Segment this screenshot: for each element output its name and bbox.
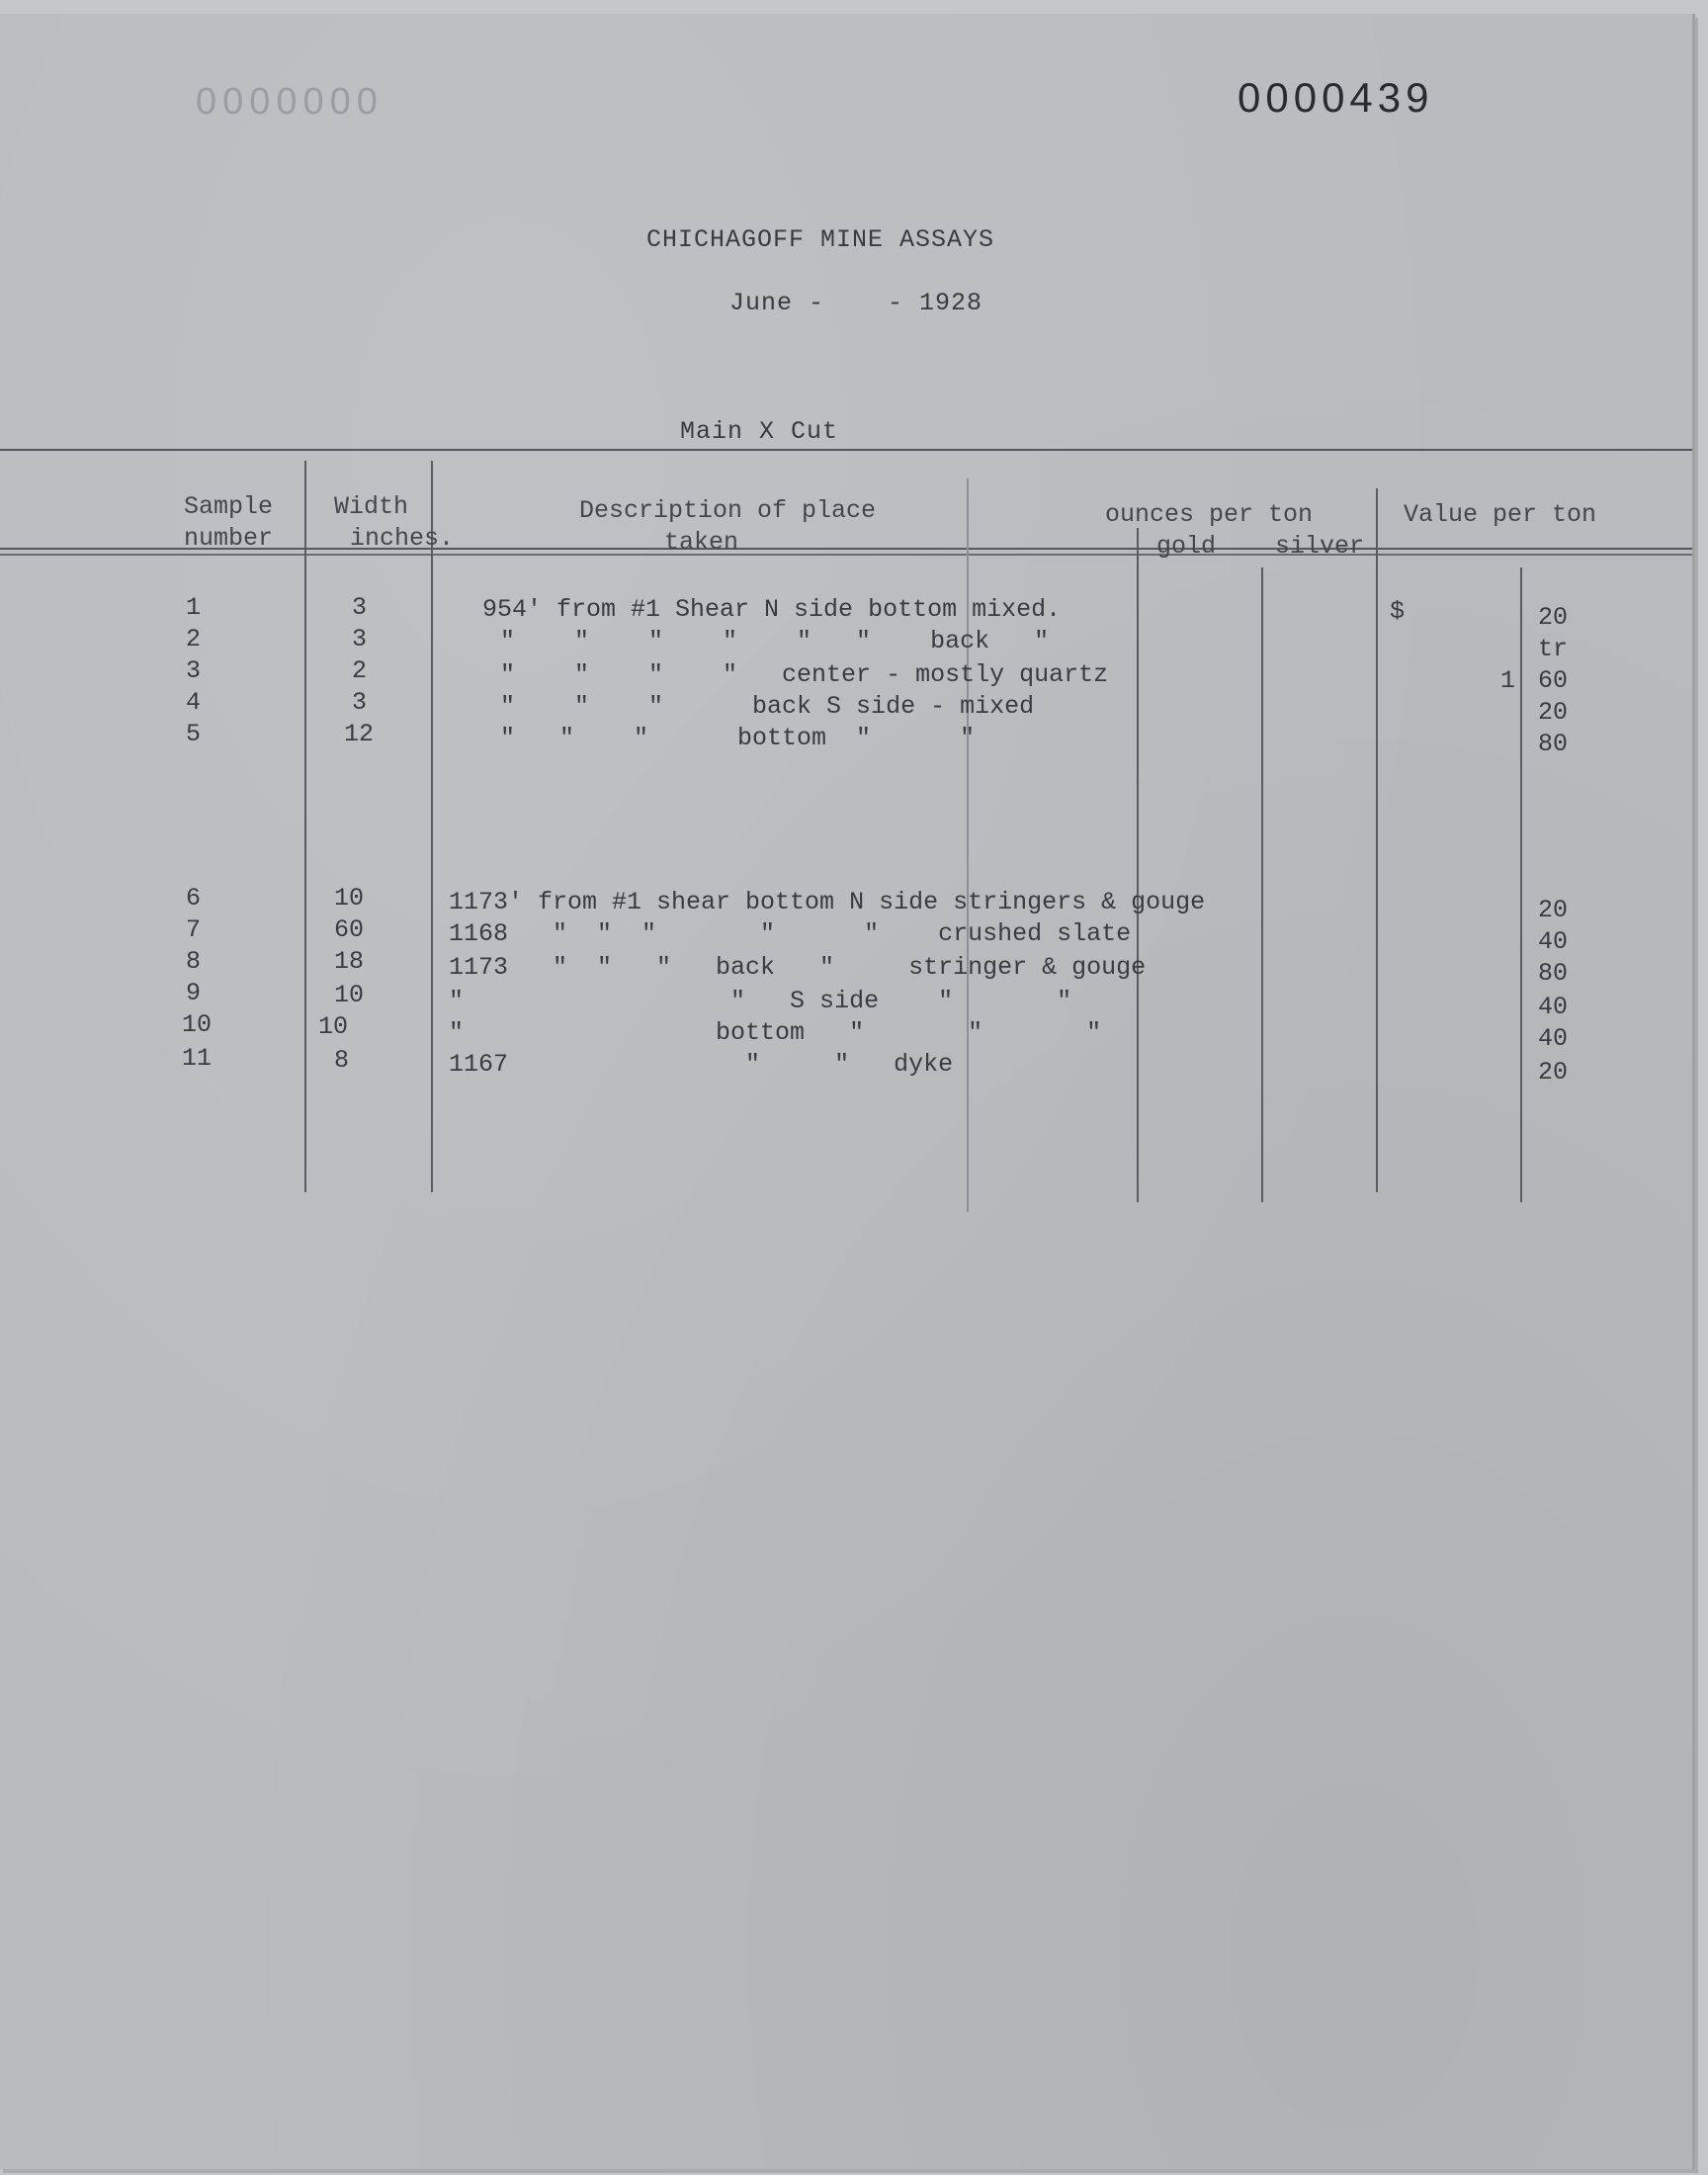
sample-number: 4: [186, 688, 202, 717]
width-inches: 2: [352, 656, 368, 685]
value-cents: 60: [1538, 666, 1569, 695]
document-date: June - - 1928: [729, 289, 983, 317]
value-cents: 40: [1538, 927, 1569, 956]
sample-number: 7: [186, 915, 202, 944]
sample-number: 6: [186, 884, 202, 913]
description: 1168 " " " " " crushed slate: [449, 919, 1132, 948]
sample-number: 3: [186, 656, 202, 685]
value-cents: 20: [1538, 603, 1569, 632]
width-inches: 3: [352, 688, 368, 717]
sample-number: 9: [186, 979, 202, 1007]
width-inches: 12: [344, 720, 375, 748]
sample-number: 10: [182, 1010, 213, 1039]
page-title: CHICHAGOFF MINE ASSAYS: [646, 225, 995, 254]
sample-number: 1: [186, 593, 202, 622]
header-sample-line1: Sample: [184, 492, 274, 521]
column-divider-sample: [304, 461, 306, 1192]
description: " " " bottom " ": [500, 724, 976, 752]
dollar-sign: $: [1390, 597, 1406, 626]
description: " " S side " ": [449, 987, 1072, 1015]
value-cents: 20: [1538, 1058, 1569, 1087]
value-cents: tr: [1538, 635, 1569, 663]
header-description-line2: taken: [664, 528, 739, 557]
header-silver: silver: [1275, 532, 1365, 561]
header-width-line2: inches.: [350, 524, 455, 553]
column-divider-silver: [1261, 567, 1263, 1202]
header-bottom-rule-2: [0, 554, 1692, 556]
description: " bottom " " ": [449, 1018, 1102, 1047]
width-inches: 3: [352, 625, 368, 653]
header-ounces: ounces per ton: [1105, 500, 1314, 529]
width-inches: 10: [334, 981, 365, 1009]
sample-number: 5: [186, 720, 202, 748]
value-cents: 80: [1538, 959, 1569, 988]
width-inches: 60: [334, 915, 365, 944]
column-divider-gold: [1137, 528, 1139, 1202]
width-inches: 10: [318, 1012, 349, 1041]
description: 1173 " " " back " stringer & gouge: [449, 953, 1147, 982]
description: 954' from #1 Shear N side bottom mixed.: [482, 595, 1062, 624]
description: 1173' from #1 shear bottom N side stringers & gouge: [449, 888, 1206, 916]
value-cents: 20: [1538, 896, 1569, 924]
description: " " " back S side - mixed: [500, 692, 1035, 721]
column-divider-description: [967, 478, 969, 1212]
description: " " " " center - mostly quartz: [500, 660, 1109, 689]
width-inches: 10: [334, 884, 365, 913]
sample-number: 8: [186, 947, 202, 976]
table-top-rule: [0, 449, 1692, 451]
value-cents: 80: [1538, 730, 1569, 758]
section-title: Main X Cut: [680, 417, 839, 446]
width-inches: 18: [334, 947, 365, 976]
faint-stamp-number: 0000000: [196, 81, 384, 123]
value-dollars: 1: [1500, 666, 1516, 695]
header-gold: gold: [1156, 532, 1217, 561]
width-inches: 8: [334, 1046, 350, 1075]
value-cents: 40: [1538, 1024, 1569, 1053]
header-sample-line2: number: [184, 524, 274, 553]
document-page: [0, 14, 1695, 2169]
description: " " " " " " back ": [500, 627, 1050, 655]
header-value: Value per ton: [1404, 500, 1597, 529]
sample-number: 11: [182, 1044, 213, 1073]
sample-number: 2: [186, 625, 202, 653]
header-width-line1: Width: [334, 492, 409, 521]
header-description-line1: Description of place: [579, 496, 877, 525]
column-divider-cents: [1520, 567, 1522, 1202]
stamp-number: 0000439: [1238, 74, 1434, 121]
value-cents: 20: [1538, 698, 1569, 727]
description: 1167 " " dyke: [449, 1050, 954, 1079]
column-divider-value: [1376, 488, 1378, 1192]
width-inches: 3: [352, 593, 368, 622]
column-divider-width: [431, 461, 433, 1192]
value-cents: 40: [1538, 993, 1569, 1021]
